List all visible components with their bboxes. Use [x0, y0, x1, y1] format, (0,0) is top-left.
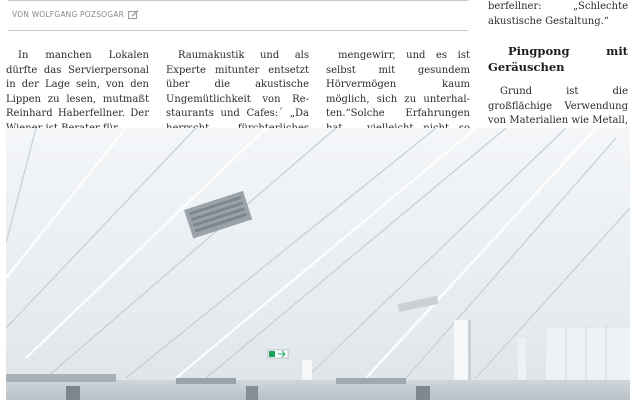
column-4-body-text: Grund ist die großflächige Verwendung von Materialien wie Metall,: [488, 86, 628, 126]
byline-top-rule: [8, 0, 468, 1]
exit-sign-icon: [268, 350, 288, 358]
text-column-1: [6, 49, 149, 136]
column-4-top-text: berfellner: „Schlechte akustische Gestaltung.“: [488, 1, 628, 27]
byline-bottom-rule: [8, 30, 468, 31]
edit-icon: [128, 10, 139, 19]
column-3-text: mengewirr, und es ist selbst mit gesundem Hörvermögen kaum möglich, sich zu unterhalten.“Solche Erfahrungen: [326, 50, 470, 119]
article-photo: [6, 128, 630, 400]
subheading: Pingpong mit Geräuschen: [488, 44, 628, 74]
text-column-4: [488, 0, 628, 143]
byline-text: VON WOLFGANG POZSOGAR: [12, 10, 125, 19]
byline: [12, 10, 139, 19]
column-1-text: In manchen Lokalen dürfte das Servierpersonal in der Lage sein, von den Lippen zu lesen, mutmaßt Reinhard Haberfellner. Der: [6, 50, 149, 119]
column-2-text: Raumakustik und als Experte mitunter entsetzt über die akustische Ungemütlichkeit von Restaurants und Cafes:´ „Da: [166, 50, 309, 119]
